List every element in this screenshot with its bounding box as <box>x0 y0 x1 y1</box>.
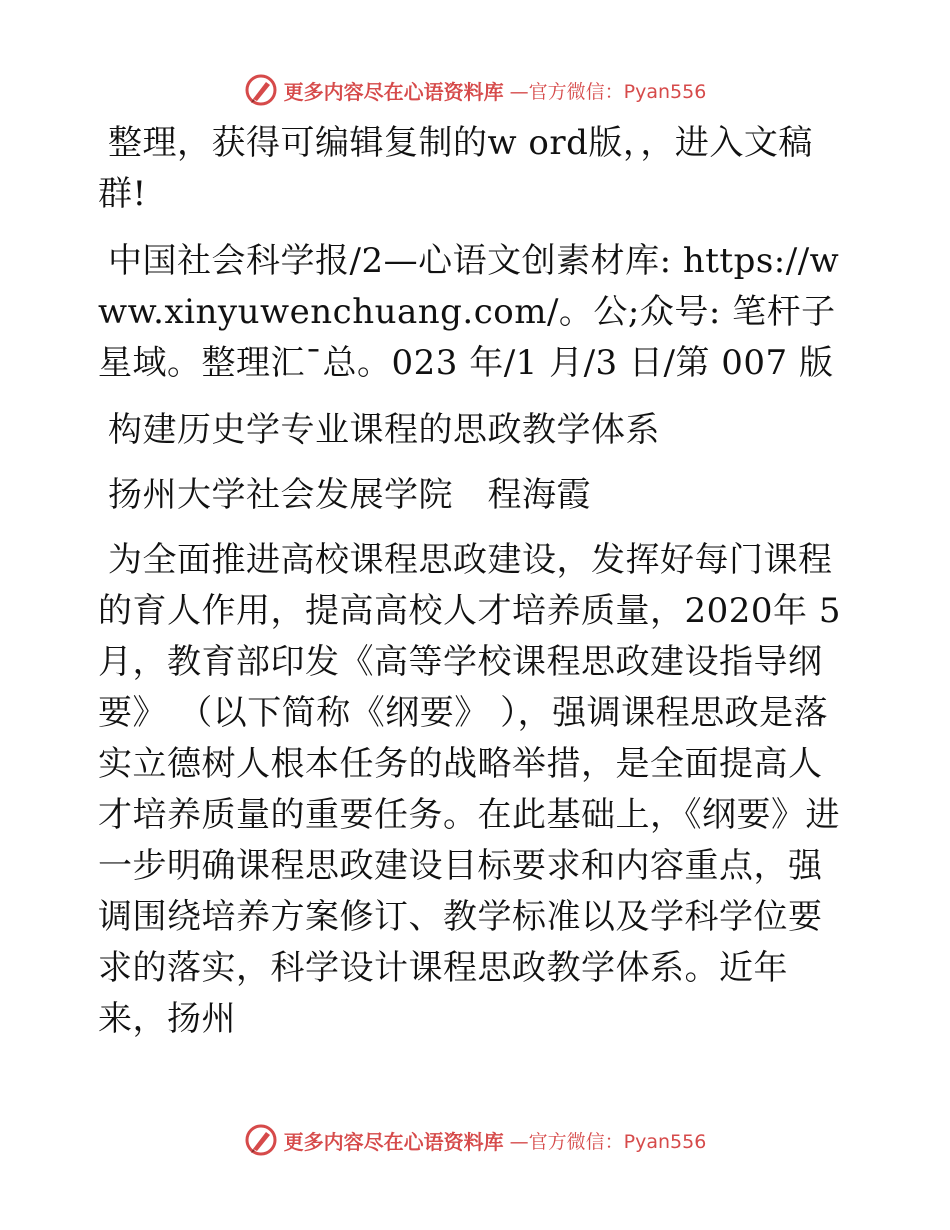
footer-banner <box>0 1120 950 1160</box>
footer-brand-text: 更多内容尽在心语资料库 <box>283 1129 504 1154</box>
body-paragraph: 为全面推进高校课程思政建设，发挥好每门课程的育人作用，提高高校人才培养质量，2020年 5月，教育部印发《高等学校课程思政建设指导纲要》 （以下简称《纲要》 ），强调课程思政是落实立德树人根本任务的战略举措，是全面提高人才培养质量的重要任务。在此基础上，《纲要》进一步明确课程思政建设目标要求和内容重点，强调围绕培养方案修订、教学标准以及学科学位要求的落实，科学设计课程思政教学体系。近年来，扬州 <box>98 540 841 1039</box>
footer-contact-text: —官方微信：Pyan556 <box>509 1130 707 1153</box>
quill-pen-icon <box>244 1123 278 1157</box>
quill-pen-icon <box>244 73 278 107</box>
article-author: 扬州大学社会发展学院 程海霞 <box>108 475 591 515</box>
article-title: 构建历史学专业课程的思政教学体系 <box>108 410 660 450</box>
header-contact-text: —官方微信：Pyan556 <box>509 80 707 103</box>
document-body <box>98 118 850 1061</box>
header-brand-text: 更多内容尽在心语资料库 <box>283 79 504 104</box>
source-paragraph: 中国社会科学报/2—心语文创素材库: https://www.xinyuwenchuang.com/。公;众号: 笔杆子星域。整理汇¯总。023 年/1 月/3 日/第 007 版 <box>98 241 840 383</box>
header-banner <box>0 70 950 110</box>
intro-paragraph: 整理，获得可编辑复制的w ord版，，进入文稿群! <box>98 123 813 214</box>
